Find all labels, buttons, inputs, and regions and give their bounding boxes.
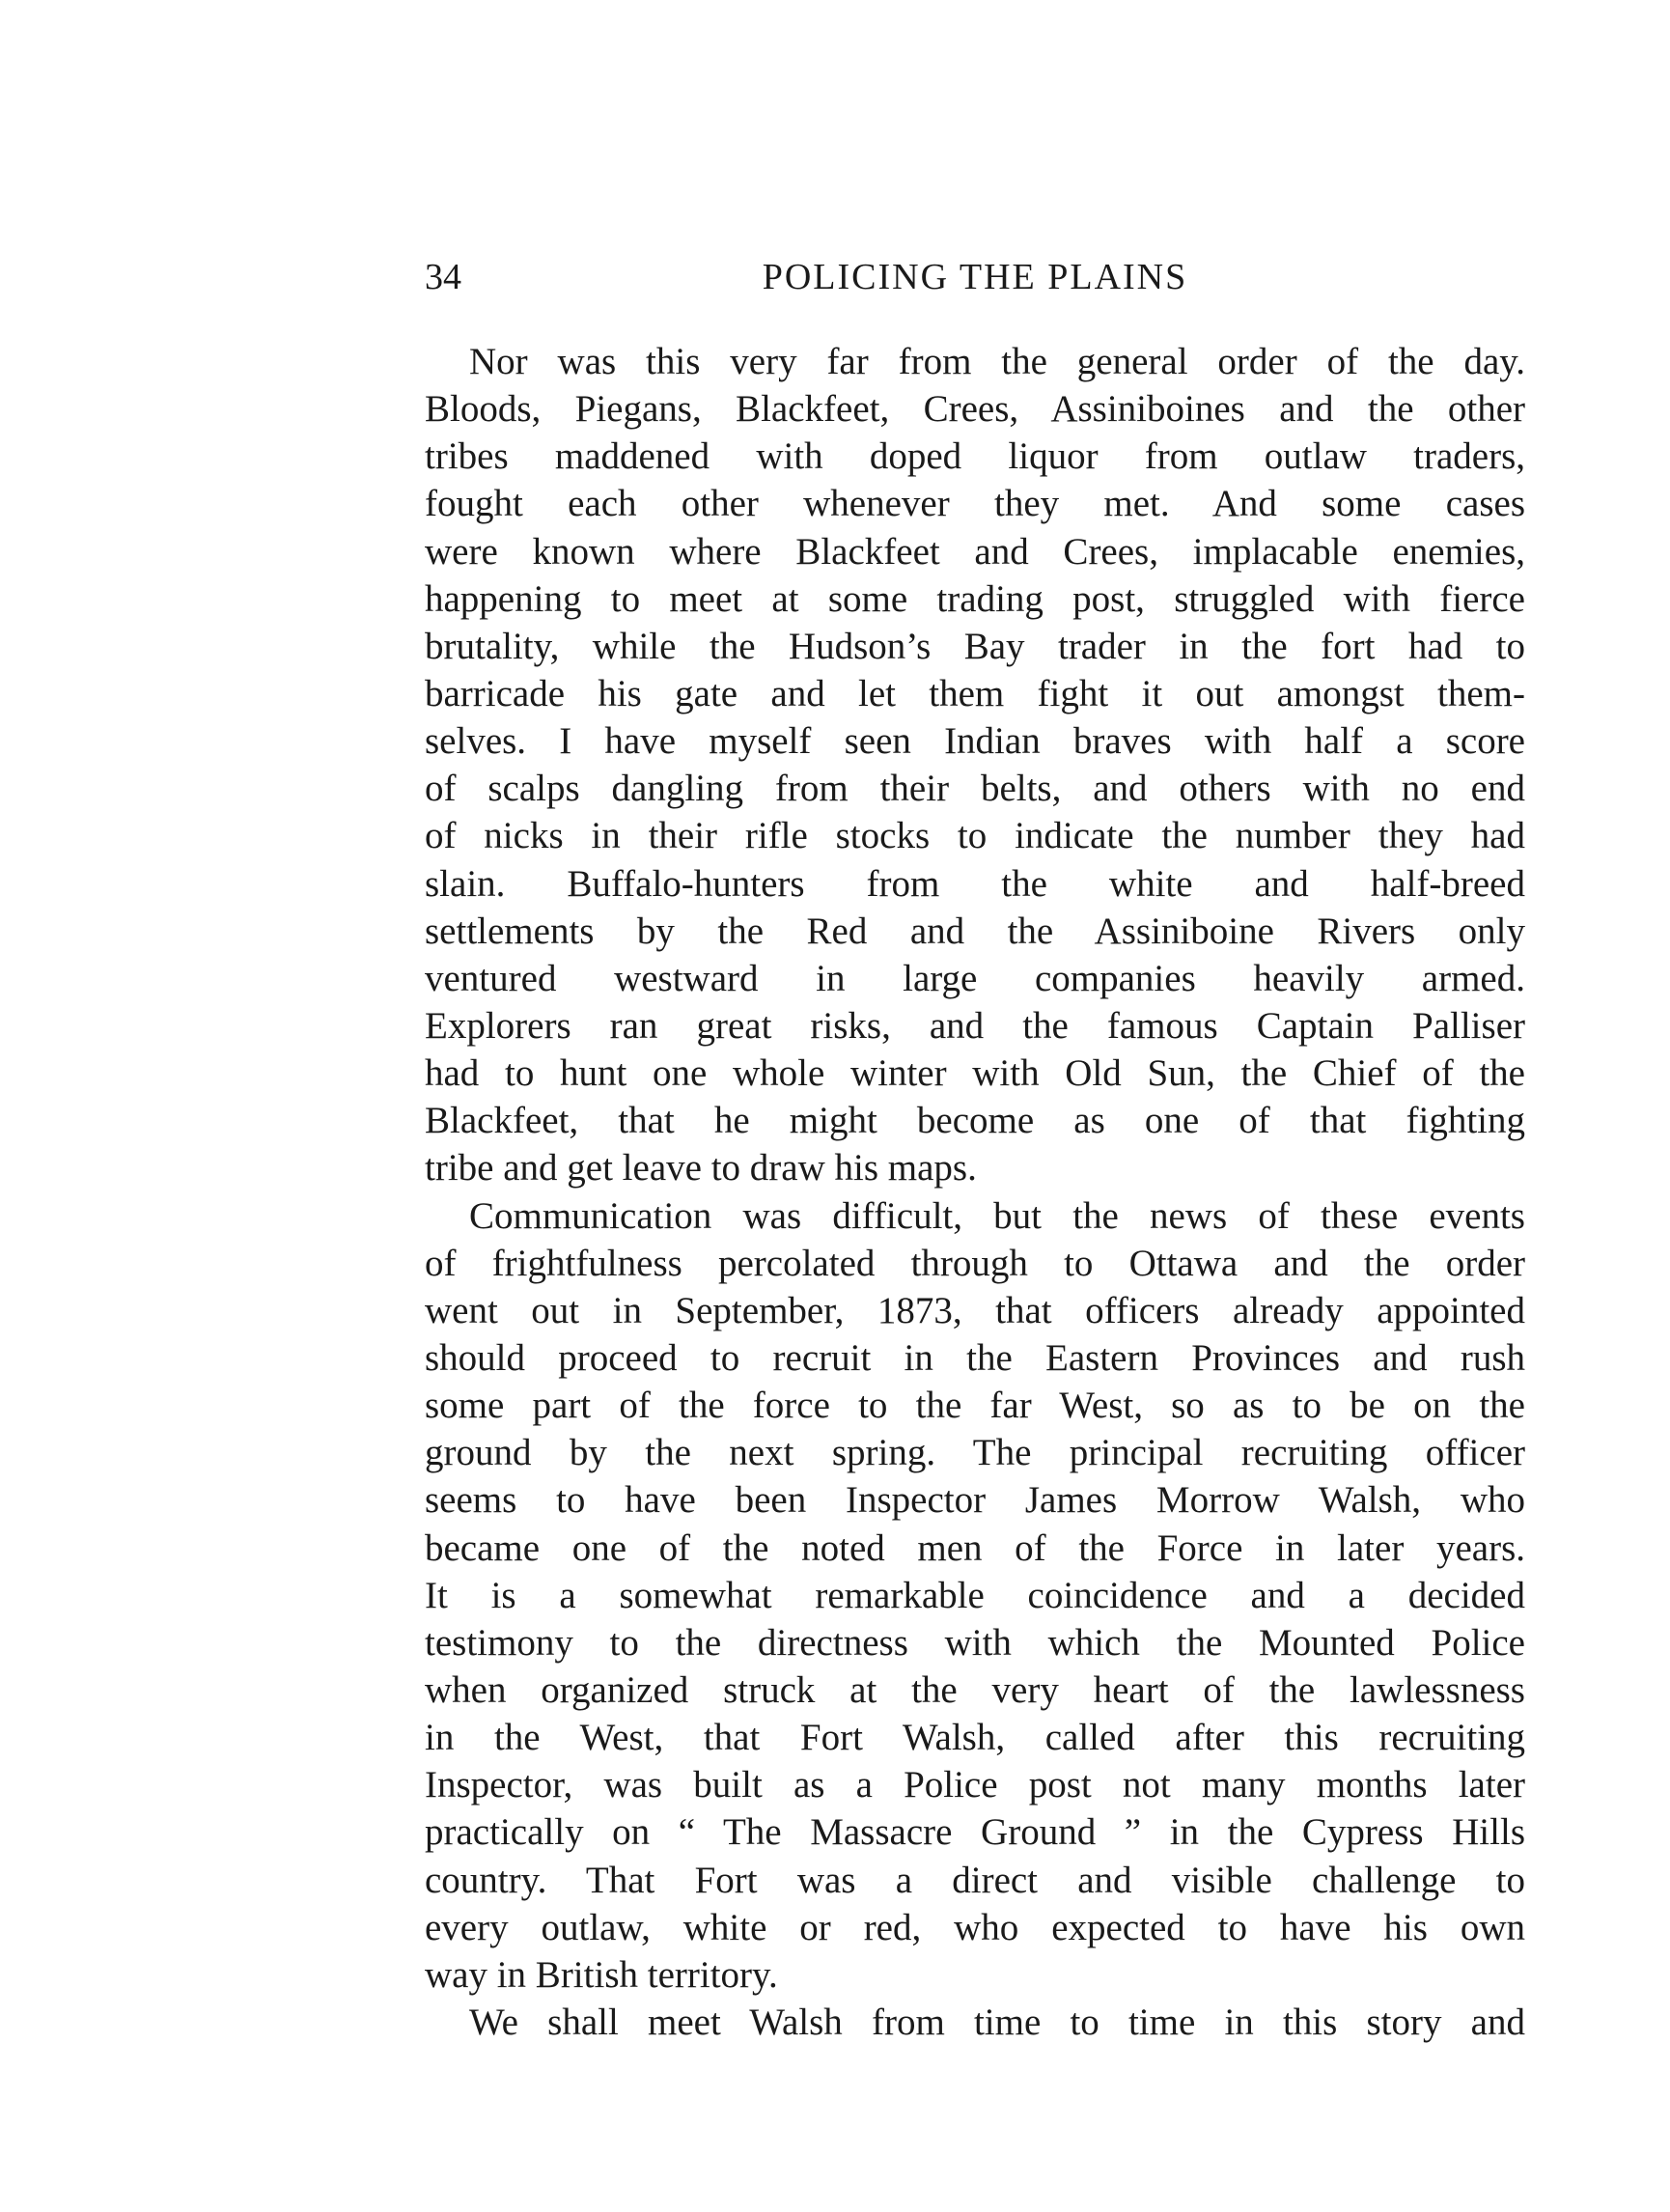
text-line: testimony to the directness with which the Mounted Police xyxy=(425,1621,1525,1664)
page-number: 34 xyxy=(425,257,461,297)
text-line: should proceed to recruit in the Eastern Provinces and rush xyxy=(425,1336,1525,1379)
text-line: Bloods, Piegans, Blackfeet, Crees, Assiniboines and the other xyxy=(425,388,1525,431)
text-line: every outlaw, white or red, who expected to have his own xyxy=(425,1906,1525,1948)
text-line: happening to meet at some trading post, struggled with fierce xyxy=(425,577,1525,620)
text-line: tribe and get leave to draw his maps. xyxy=(425,1147,977,1190)
text-line: Nor was this very far from the general order of the day. xyxy=(469,341,1525,382)
text-line: way in British territory. xyxy=(425,1953,778,1996)
text-line: brutality, while the Hudson’s Bay trader in the fort had to xyxy=(425,625,1525,667)
body-text xyxy=(425,338,1525,2046)
text-line: of nicks in their rifle stocks to indicate the number they had xyxy=(425,815,1525,857)
paragraph xyxy=(425,338,1525,1192)
text-line: slain. Buffalo-hunters from the white and half-breed xyxy=(425,862,1525,905)
text-line: went out in September, 1873, that officers already appointed xyxy=(425,1289,1525,1331)
page-header xyxy=(425,253,1525,301)
text-line: some part of the force to the far West, so as to be on the xyxy=(425,1385,1525,1427)
text-line: Explorers ran great risks, and the famous Captain Palliser xyxy=(425,1004,1525,1047)
text-line: in the West, that Fort Walsh, called after this recruiting xyxy=(425,1717,1525,1759)
text-line: ventured westward in large companies heavily armed. xyxy=(425,957,1525,999)
text-line: had to hunt one whole winter with Old Sun, the Chief of the xyxy=(425,1052,1525,1095)
text-line: became one of the noted men of the Force in later years. xyxy=(425,1526,1525,1569)
text-line: fought each other whenever they met. And some cases xyxy=(425,483,1525,525)
text-line: Communication was difficult, but the news of these events xyxy=(469,1194,1525,1237)
text-line: of scalps dangling from their belts, and others with no end xyxy=(425,768,1525,810)
paragraph xyxy=(425,1192,1525,1999)
text-line: practically on “ The Massacre Ground ” in the Cypress Hills xyxy=(425,1811,1525,1854)
text-line: seems to have been Inspector James Morrow Walsh, who xyxy=(425,1479,1525,1522)
text-line: It is a somewhat remarkable coincidence and a decided xyxy=(425,1574,1525,1616)
text-line: when organized struck at the very heart of the lawlessness xyxy=(425,1668,1525,1711)
running-title: POLICING THE PLAINS xyxy=(762,257,1188,297)
text-line: of frightfulness percolated through to Ottawa and the order xyxy=(425,1242,1525,1284)
text-line: selves. I have myself seen Indian braves with half a score xyxy=(425,720,1525,763)
text-line: tribes maddened with doped liquor from outlaw traders, xyxy=(425,435,1525,478)
text-line: We shall meet Walsh from time to time in this story and xyxy=(469,2001,1525,2043)
text-line: were known where Blackfeet and Crees, implacable enemies, xyxy=(425,530,1525,573)
text-line: Inspector, was built as a Police post not many months later xyxy=(425,1764,1525,1806)
text-line: ground by the next spring. The principal recruiting officer xyxy=(425,1432,1525,1474)
text-line: country. That Fort was a direct and visible challenge to xyxy=(425,1859,1525,1901)
text-line: settlements by the Red and the Assiniboine Rivers only xyxy=(425,910,1525,952)
text-line: barricade his gate and let them fight it out amongst them- xyxy=(425,672,1525,714)
text-line: Blackfeet, that he might become as one of that fighting xyxy=(425,1100,1525,1142)
paragraph xyxy=(425,1999,1525,2046)
